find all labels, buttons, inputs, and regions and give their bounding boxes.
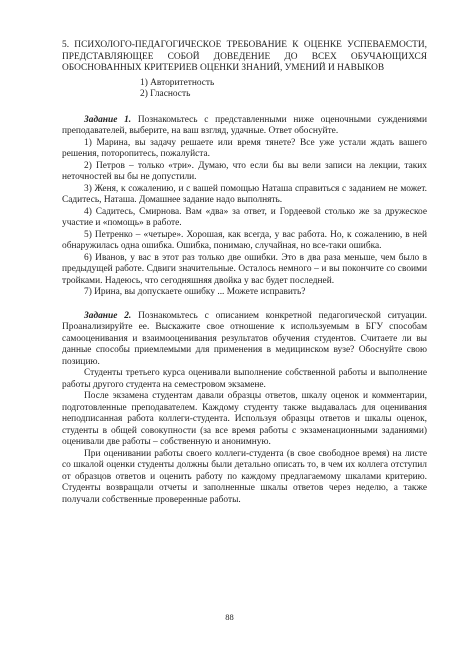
- task-1-label: Задание 1.: [84, 114, 132, 125]
- statement-item: 2) Петров – только «три». Думаю, что если бы вы вели записи на лекции, таких неточностей вы бы не допустили.: [62, 160, 427, 182]
- task-1-intro: [62, 115, 427, 138]
- statement-item: 1) Марина, вы задачу решаете или время тянете? Все уже устали ждать вашего решения, поторопитесь, пожалуйста.: [62, 137, 427, 159]
- answer-options: [62, 78, 427, 101]
- case-paragraph: Студенты третьего курса оценивали выполнение собственной работы и выполнение работы другого студента на семестровом экзамене.: [62, 368, 427, 390]
- statement-item: 4) Садитесь, Смирнова. Вам «два» за ответ, и Гордеевой столько же за дружеское участие и «помощь» в работе.: [62, 206, 427, 228]
- section-heading: 5. ПСИХОЛОГО-ПЕДАГОГИЧЕСКОЕ ТРЕБОВАНИЕ К ОЦЕНКЕ УСПЕВАЕМОСТИ, ПРЕДСТАВЛЯЮЩЕЕ СОБОЙ ДОВЕДЕНИЕ ДО ВСЕХ ОБУЧАЮЩИХСЯ ОБОСНОВАННЫХ КРИТЕРИЕВ ОЦЕНКИ ЗНАНИЙ, УМЕНИЙ И НАВЫКОВ: [62, 40, 427, 73]
- task-2-intro: [62, 311, 427, 369]
- task-2-text: Познакомьтесь с описанием конкретной педагогической ситуации. Проанализируйте ее. Выскажите свое отношение к используемым в БГУ способам самооценивания и взаимооценивания результатов обучения студентов. Считаете ли вы данные способы приемлемыми для применения в медицинском вузе? Обоснуйте свою позицию.: [62, 310, 427, 367]
- option-item: 1) Авторитетность: [140, 77, 215, 88]
- case-paragraph: После экзамена студентам давали образцы ответов, шкалу оценок и комментарии, подготовленные преподавателем. Каждому студенту также выдавалась для оценивания неподписанная работа коллеги-студента. Используя образцы ответов и шкалы оценок, студенты в общей совокупности (за все время работы с экзаменационными заданиями) оценивали две работы – собственную и анонимную.: [62, 391, 427, 447]
- option-item: 2) Гласность: [140, 89, 191, 99]
- statement-item: 5) Петренко – «четыре». Хорошая, как всегда, у вас работа. Но, к сожалению, в ней обнаружилась одна ошибка. Ошибка, понимаю, случайная, но все-таки ошибка.: [62, 229, 427, 251]
- statement-item: 6) Иванов, у вас в этот раз только две ошибки. Это в два раза меньше, чем было в предыдущей работе. Сдвиги значительные. Осталось немного – и вы покончите со своими тройками. Надеюсь, что сегодняшняя двойка у вас будет последней.: [62, 252, 427, 286]
- statement-item: 7) Ирина, вы допускаете ошибку ... Можете исправить?: [84, 287, 306, 297]
- task-2-label: Задание 2.: [84, 310, 132, 321]
- task-1-text: Познакомьтесь с представленными ниже оценочными суждениями преподавателей, выберите, на ваш взгляд, удачные. Ответ обоснуйте.: [62, 114, 427, 136]
- statement-item: 3) Женя, к сожалению, и с вашей помощью Наташа справиться с заданием не может. Садитесь, Наташа. Домашнее задание надо выполнять.: [62, 183, 427, 205]
- page-number: 88: [225, 611, 234, 622]
- case-paragraph: При оценивании работы своего коллеги-студента (в свое свободное время) на листе со шкалой оценки студенты должны были детально описать то, в чем их коллега отступил от образцов ответов и оценить работу по каждому предлагаемому шкалами критерию. Студенты возвращали отчеты и заполненные шкалы ответов через неделю, а также получали собственные проверенные работы.: [62, 448, 427, 505]
